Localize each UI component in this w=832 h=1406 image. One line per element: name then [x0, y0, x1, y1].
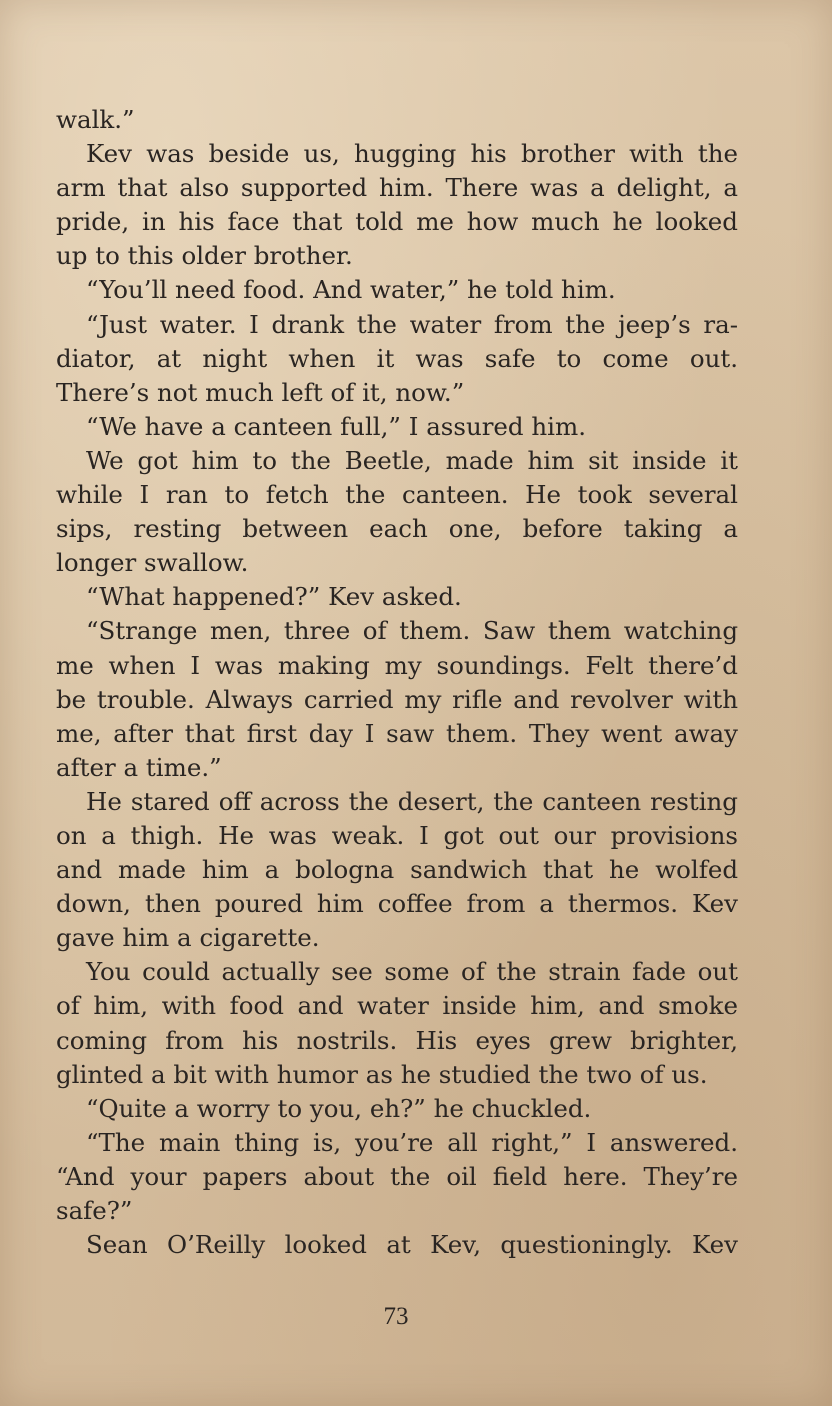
text-line: me, after that first day I saw them. They went away	[56, 718, 738, 748]
text-line: be trouble. Always carried my rifle and revolver with	[56, 684, 738, 714]
text-line: He stared off across the desert, the canteen resting	[86, 786, 738, 816]
text-line: safe?”	[56, 1196, 133, 1225]
text-line: me when I was making my soundings. Felt there’d	[56, 650, 738, 680]
text-line: down, then poured him coffee from a thermos. Kev	[56, 889, 738, 919]
text-line: up to this older brother.	[56, 241, 353, 271]
text-line: Kev was beside us, hugging his brother with the	[86, 139, 738, 169]
text-line: There’s not much left of it, now.”	[56, 377, 465, 407]
page-number: 73	[383, 1303, 409, 1330]
text-line: “The main thing is, you’re all right,” I answered.	[86, 1127, 738, 1157]
body-text	[56, 103, 738, 1262]
text-line: diator, at night when it was safe to come out.	[56, 343, 738, 373]
text-line: You could actually see some of the strain fade out	[86, 957, 738, 987]
text-line: walk.”	[56, 105, 135, 134]
text-line: longer swallow.	[56, 548, 249, 578]
text-line: “What happened?” Kev asked.	[86, 582, 462, 612]
text-line: while I ran to fetch the canteen. He took several	[56, 480, 738, 510]
text-line: Sean O’Reilly looked at Kev, questioningly. Kev	[86, 1230, 738, 1260]
text-line: “Strange men, three of them. Saw them watching	[86, 616, 738, 646]
text-line: arm that also supported him. There was a delight, a	[56, 173, 738, 203]
text-line: and made him a bologna sandwich that he wolfed	[56, 855, 738, 885]
text-line: glinted a bit with humor as he studied the two of us.	[56, 1059, 708, 1089]
text-line: “We have a canteen full,” I assured him.	[86, 411, 587, 441]
text-line: “Quite a worry to you, eh?” he chuckled.	[86, 1093, 592, 1123]
text-line: “Just water. I drank the water from the jeep’s ra-	[86, 309, 738, 339]
text-line: of him, with food and water inside him, and smoke	[56, 991, 738, 1021]
text-line: “You’ll need food. And water,” he told him.	[86, 275, 616, 305]
text-line: sips, resting between each one, before taking a	[56, 514, 738, 544]
text-line: “And your papers about the oil field here. They’re	[56, 1161, 738, 1191]
text-line: pride, in his face that told me how much he looked	[56, 207, 738, 237]
text-line: We got him to the Beetle, made him sit inside it	[86, 445, 738, 475]
text-line: after a time.”	[56, 752, 222, 782]
text-line: gave him a cigarette.	[56, 923, 320, 953]
text-line: on a thigh. He was weak. I got out our provisions	[56, 820, 738, 850]
text-line: coming from his nostrils. His eyes grew brighter,	[56, 1025, 738, 1055]
